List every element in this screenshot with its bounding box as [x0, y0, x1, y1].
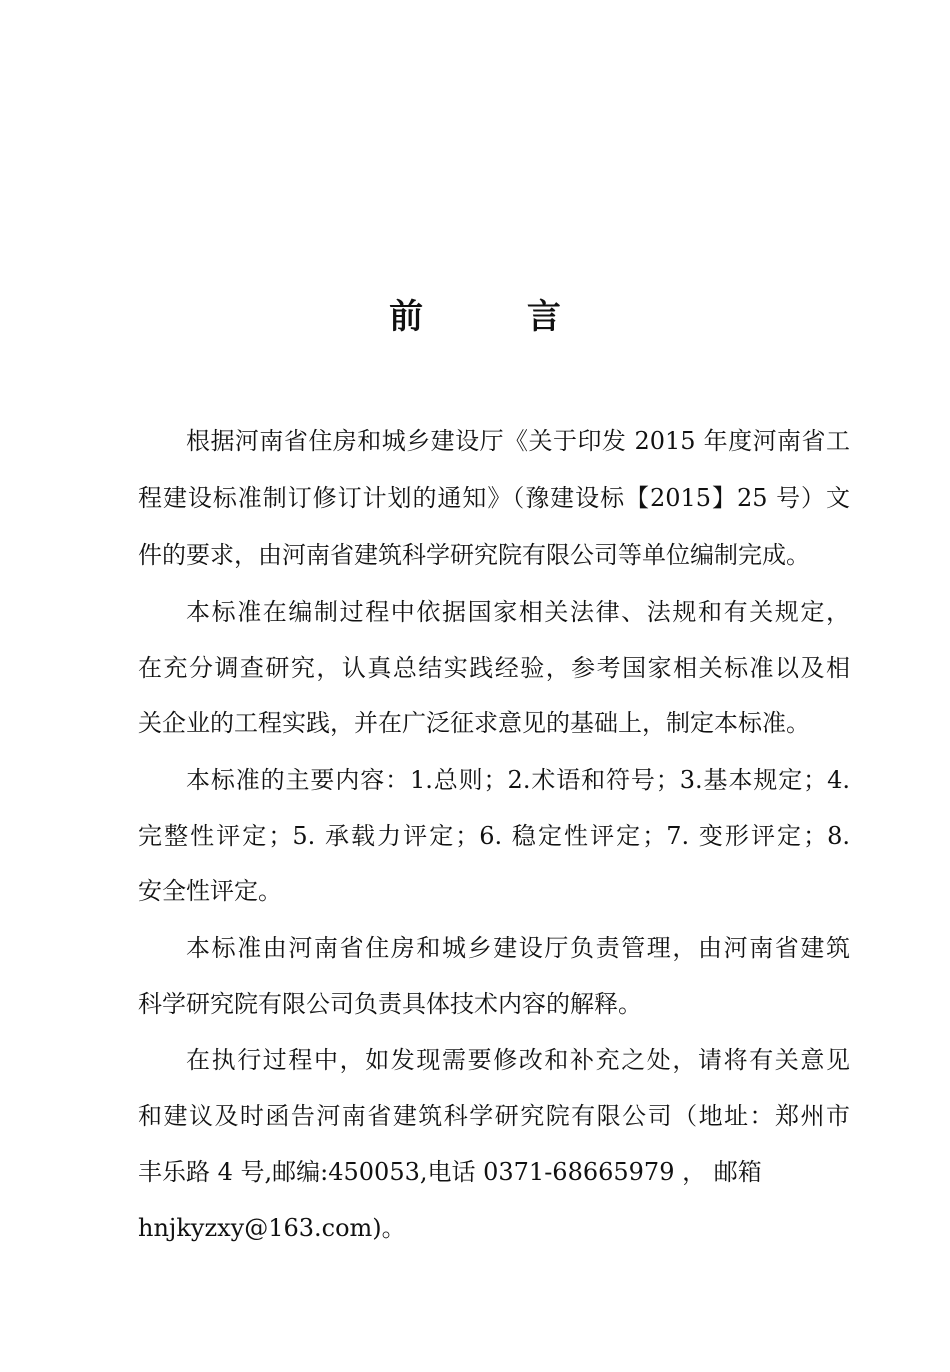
- paragraph-line: 本标准在编制过程中依据国家相关法律、法规和有关规定，: [186, 598, 850, 626]
- paragraph-line: 本标准由河南省住房和城乡建设厅负责管理，由河南省建筑: [186, 934, 850, 962]
- page-title: 前 言: [389, 297, 607, 337]
- paragraph-line: 本标准的主要内容：1.总则；2.术语和符号；3.基本规定；4.: [186, 766, 850, 794]
- paragraph-line: 程建设标准制订修订计划的通知》（豫建设标【2015】25 号）文: [138, 484, 850, 512]
- paragraph-line: 和建议及时函告河南省建筑科学研究院有限公司（地址：郑州市: [138, 1102, 850, 1130]
- paragraph-line: 在执行过程中，如发现需要修改和补充之处，请将有关意见: [186, 1046, 850, 1074]
- paragraph-line: 科学研究院有限公司负责具体技术内容的解释。: [138, 990, 642, 1018]
- contact-line: 丰乐路 4 号,邮编:450053,电话 0371-68665979 ， 邮箱: [138, 1158, 762, 1186]
- paragraph-line: 完整性评定；5. 承载力评定；6. 稳定性评定；7. 变形评定；8.: [138, 822, 850, 850]
- paragraph-line: 关企业的工程实践，并在广泛征求意见的基础上，制定本标准。: [138, 709, 810, 737]
- paragraph-line: 根据河南省住房和城乡建设厅《关于印发 2015 年度河南省工: [186, 427, 850, 455]
- email-line: hnjkyzxy@163.com)。: [138, 1214, 406, 1242]
- paragraph-line: 在充分调查研究，认真总结实践经验，参考国家相关标准以及相: [138, 654, 850, 682]
- paragraph-line: 安全性评定。: [138, 877, 282, 905]
- paragraph-line: 件的要求，由河南省建筑科学研究院有限公司等单位编制完成。: [138, 541, 810, 569]
